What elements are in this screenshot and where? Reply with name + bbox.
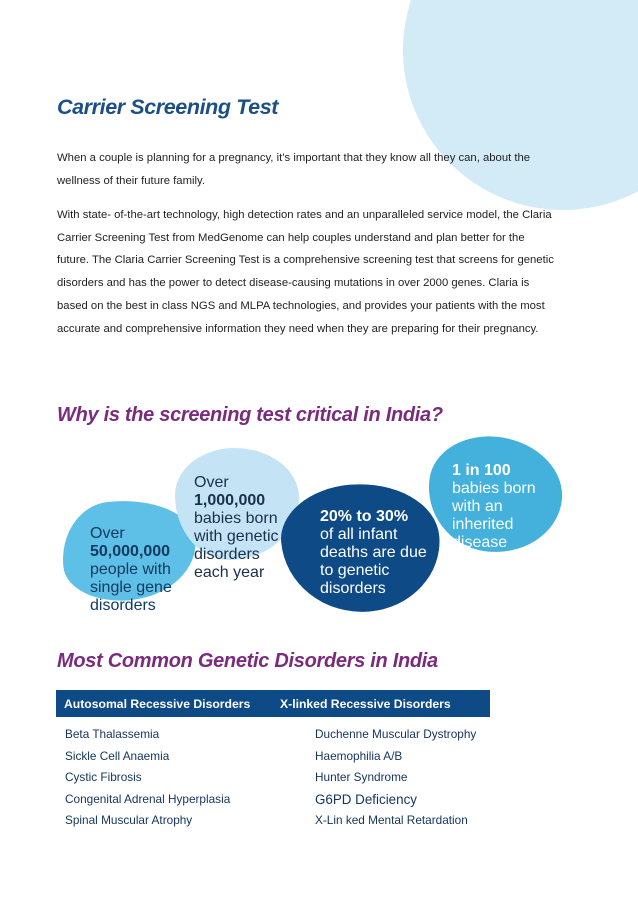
disorder-item: Congenital Adrenal Hyperplasia: [65, 791, 231, 806]
disorder-item: X-Lin ked Mental Retardation: [315, 813, 468, 827]
autosomal-disorder-list: [65, 727, 230, 835]
disorder-item: Spinal Muscular Atrophy: [65, 813, 193, 827]
stat-value: 1 in 100: [452, 462, 511, 479]
xlinked-disorder-list: [315, 727, 476, 835]
stat-text-inherited: 1 in 100 babies born with an inherited disease: [452, 462, 536, 551]
section-heading-disorders: Most Common Genetic Disorders in India: [57, 650, 438, 672]
disorders-table-header: [56, 690, 490, 717]
column-header-autosomal: Autosomal Recessive Disorders: [64, 697, 251, 711]
stat-value: 50,000,000: [90, 543, 171, 560]
stat-text-babies: Over 1,000,000 babies born with genetic disorders each year: [194, 474, 279, 581]
disorder-item: Hunter Syndrome: [315, 770, 408, 784]
stat-text-people: Over 50,000,000 people with single gene disorders: [90, 525, 172, 614]
column-header-xlinked: X-linked Recessive Disorders: [280, 697, 451, 711]
body-paragraph: With state- of-the-art technology, high detection rates and an unparalleled service model, the Claria Carrier Screening Test from MedGenome can help couples understand and plan better for the future. The Claria Carrier Screening Test is a comprehensive screening test that screens for genetic disorders and has the power to detect disease-causing mutations in over 2000 genes. Claria is based on the best in class NGS and MLPA technologies, and provides your patients with the most accurate and comprehensive information they need when they are preparing for their pregnancy.: [57, 209, 554, 335]
disorder-item: Duchenne Muscular Dystrophy: [315, 727, 477, 741]
intro-paragraph: When a couple is planning for a pregnancy, it’s important that they know all they can, about the wellness of their future family.: [57, 152, 531, 187]
disorder-item: Haemophilia A/B: [315, 748, 403, 763]
page-title: Carrier Screening Test: [57, 95, 279, 119]
stat-text-infant-deaths: 20% to 30% of all infant deaths are due to genetic disorders: [320, 508, 427, 597]
disorder-item: Cystic Fibrosis: [65, 770, 142, 784]
stat-value: 20% to 30%: [320, 508, 409, 525]
stat-value: 1,000,000: [194, 492, 266, 509]
disorder-item: G6PD Deficiency: [315, 791, 417, 807]
disorder-item: Sickle Cell Anaemia: [65, 748, 170, 763]
disorder-item: Beta Thalassemia: [65, 727, 160, 741]
section-heading-why: Why is the screening test critical in India?: [57, 404, 443, 426]
